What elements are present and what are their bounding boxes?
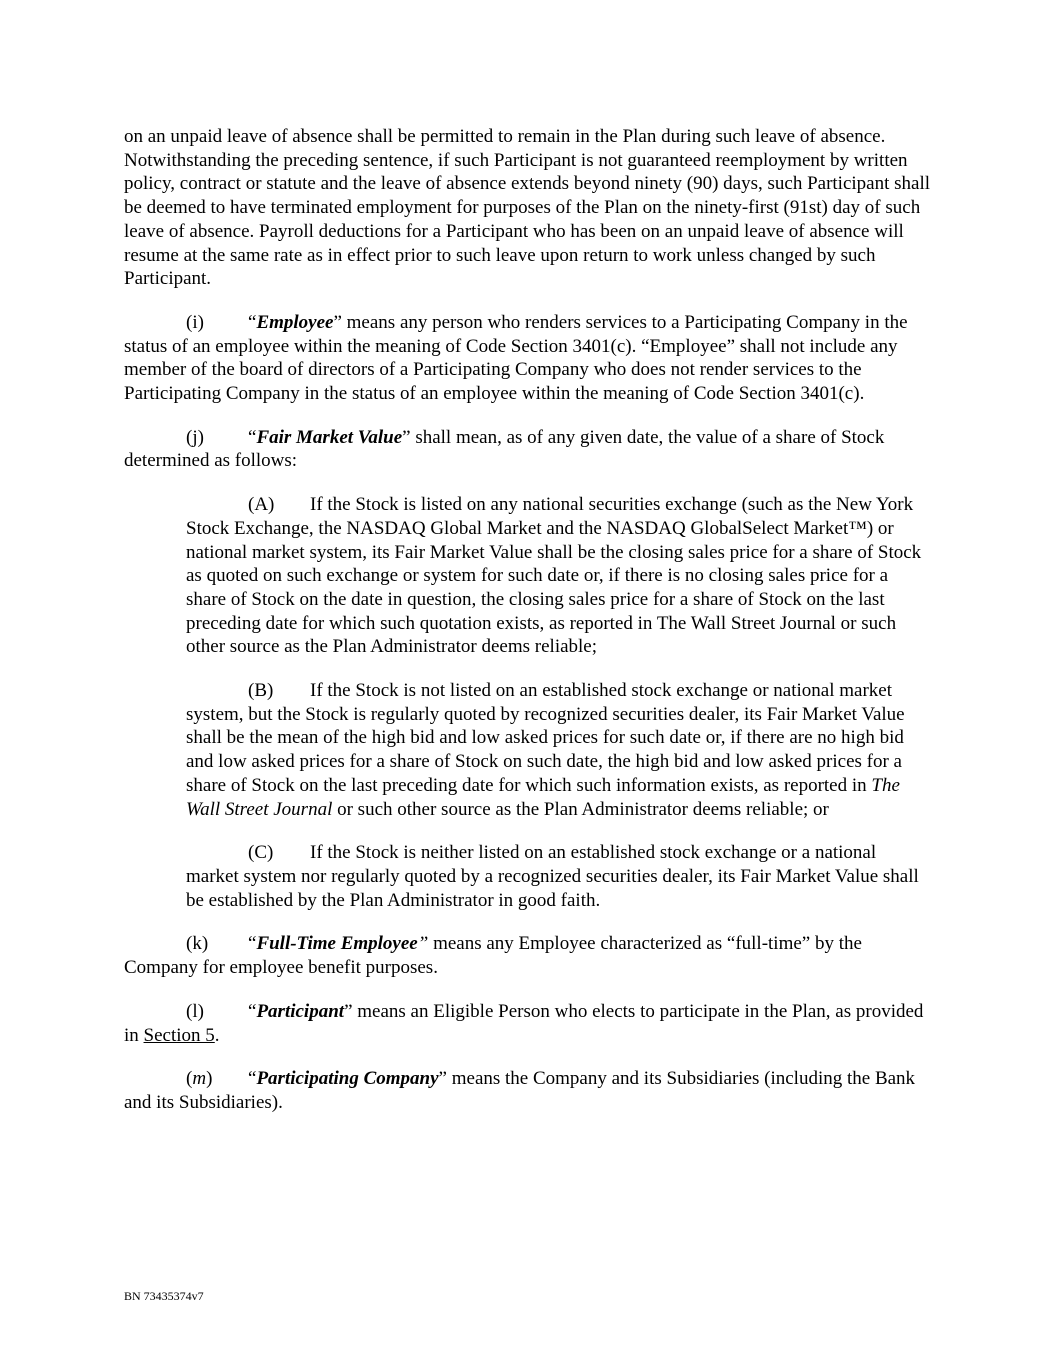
definition-participant — [124, 1000, 930, 1047]
subclause-text: If the Stock is listed on any national securities exchange (such as the New York Stock Exchange, the NASDAQ Global Market and the NASDAQ GlobalSelect Market™) or national market system, its Fair Market Value shall be the closing sales price for a share of Stock as quoted on such exchange or system for such date or, if there is no closing sales price for a share of Stock on the date in question, the closing sales price for a share of Stock on the last preceding date for which such quotation exists, as reported in The Wall Street Journal or such other source as the Plan Administrator deems reliable; — [186, 494, 922, 658]
subclause-number: (C) — [248, 842, 274, 864]
open-quote: “ — [248, 1068, 257, 1090]
defined-term: Full-Time Employee — [256, 933, 418, 955]
defined-term: Participant — [256, 1000, 345, 1022]
open-quote: “ — [248, 1000, 257, 1022]
definition-text: ” shall mean, as of any given date, the value of a share of Stock determined as follows: — [124, 426, 885, 472]
subclause-text: If the Stock is neither listed on an established stock exchange or a national market system nor regularly quoted by a recognized securities dealer, its Fair Market Value shall be established by the Plan Administrator in good faith. — [186, 842, 919, 911]
subclause-b — [186, 679, 930, 821]
defined-term: Employee — [256, 311, 334, 333]
document-id-footer: BN 73435374v7 — [124, 1289, 204, 1303]
definition-full-time-employee — [124, 932, 930, 979]
journal-title: The Wall Street Journal — [186, 774, 900, 820]
document-page — [124, 125, 930, 1135]
defined-term: Fair Market Value — [256, 426, 403, 448]
definition-employee — [124, 311, 930, 406]
definition-number: (l) — [186, 1000, 204, 1022]
definition-text: ” means any person who renders services to a Participating Company in the status of an employee within the meaning of Code Section 3401(c). “Employee” shall not include any member of the board of directors of a Participating Company who does not render services to the Participating Company in the status of an employee within the meaning of Code Section 3401(c). — [124, 311, 908, 405]
definition-text: ” means an Eligible Person who elects to participate in the Plan, as provided in — [124, 1000, 924, 1046]
subclause-text: If the Stock is not listed on an established stock exchange or national market system, but the Stock is regularly quoted by recognized securities dealer, its Fair Market Value shall be the mean of the high bid and low asked prices for such date or, if there are no high bid and low asked prices for a share of Stock on such date, the high bid and low asked prices for a share of Stock on the last preceding date for which such information exists, as reported in — [186, 680, 905, 796]
label-open-paren: ( — [186, 1068, 193, 1090]
definition-number: (k) — [186, 933, 209, 955]
definition-participating-company — [124, 1067, 930, 1114]
subclause-number: (A) — [248, 494, 275, 516]
definition-text-end: . — [214, 1024, 220, 1046]
definition-number — [186, 1067, 248, 1091]
definition-number: (j) — [186, 426, 204, 448]
definition-text: ” means the Company and its Subsidiaries (including the Bank and its Subsidiaries). — [124, 1068, 916, 1113]
open-quote: “ — [248, 311, 257, 333]
section-5-link[interactable]: Section 5 — [143, 1024, 215, 1046]
label-close-paren: ) — [206, 1068, 213, 1090]
definition-text: means any Employee characterized as “full-time” by the Company for employee benefit purposes. — [124, 933, 862, 979]
open-quote: “ — [248, 426, 257, 448]
definition-fair-market-value — [124, 426, 930, 473]
label-letter: m — [192, 1068, 207, 1090]
continuation-paragraph: on an unpaid leave of absence shall be permitted to remain in the Plan during such leave of absence. Notwithstanding the preceding sentence, if such Participant is not guaranteed reemployment by written policy, contract or statute and the leave of absence extends beyond ninety (90) days, such Participant shall be deemed to have terminated employment for purposes of the Plan on the ninety-first (91st) day of such leave of absence. Payroll deductions for a Participant who has been on an unpaid leave of absence will resume at the same rate as in effect prior to such leave upon return to work unless changed by such Participant. — [124, 126, 931, 290]
subclause-number: (B) — [248, 680, 274, 702]
close-quote: ” — [417, 933, 429, 955]
subclause-text-end: or such other source as the Plan Administrator deems reliable; or — [332, 798, 829, 820]
definition-number: (i) — [186, 311, 204, 333]
defined-term: Participating Company — [256, 1068, 439, 1090]
open-quote: “ — [248, 933, 257, 955]
subclause-c — [186, 841, 930, 912]
subclause-a — [186, 493, 930, 659]
